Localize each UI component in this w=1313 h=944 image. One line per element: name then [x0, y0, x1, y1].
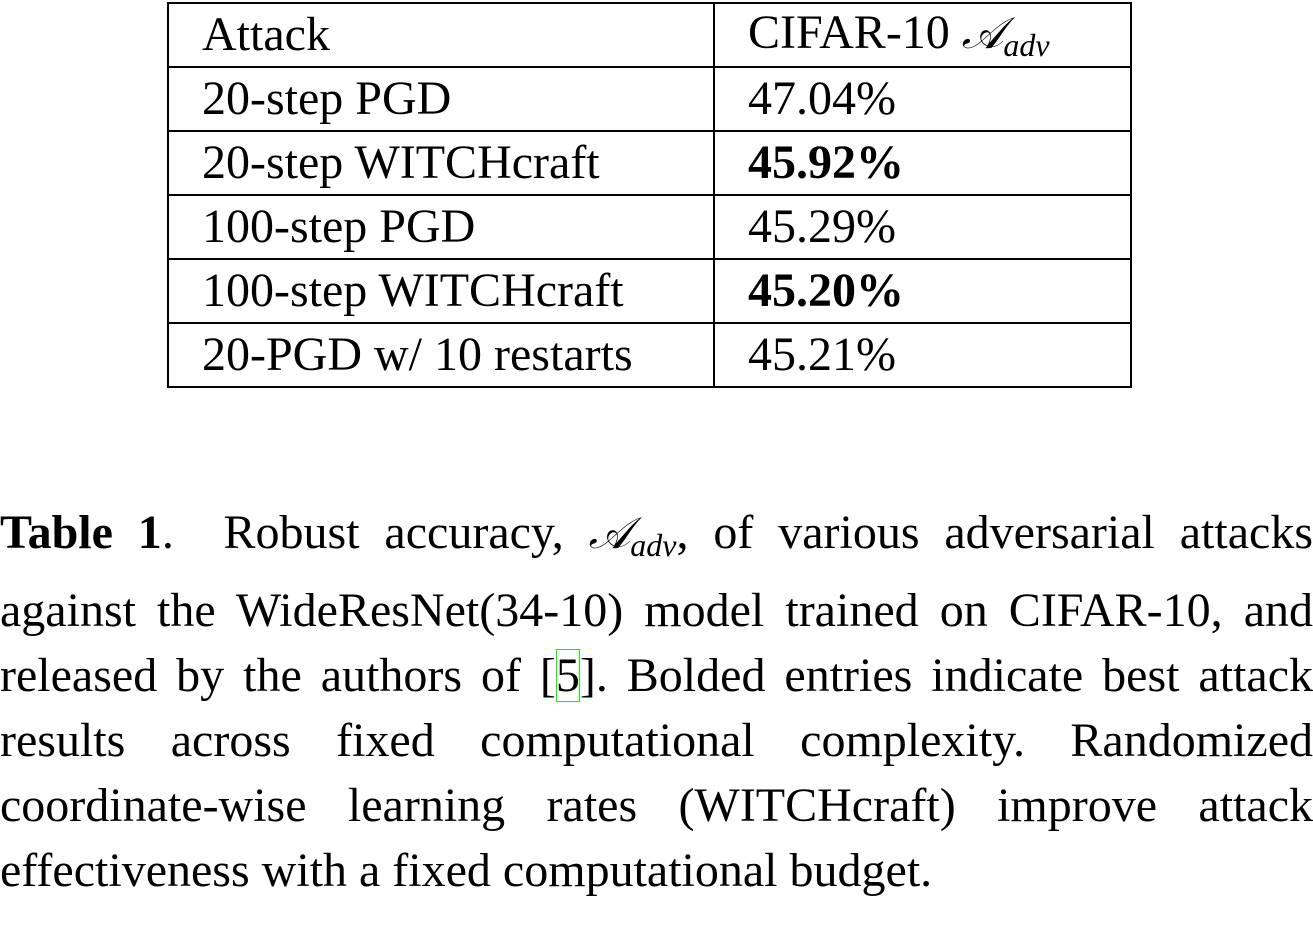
caption-label-separator: . [161, 506, 174, 559]
table-header-row [168, 3, 1131, 67]
attack-name-cell: 20-step WITCHcraft [168, 131, 714, 195]
citation-link[interactable]: 5 [555, 649, 580, 702]
accuracy-cell: 45.29% [714, 195, 1131, 259]
caption-text-body: , of various adversarial attacks against the WideResNet(34-10) model trained on CIFAR-10, and released by the authors of [ [0, 506, 1313, 702]
table-row [168, 323, 1131, 387]
caption-metric-symbol: 𝒜 [588, 508, 631, 559]
attack-name-cell: 100-step PGD [168, 195, 714, 259]
attack-name-cell: 20-PGD w/ 10 restarts [168, 323, 714, 387]
caption-metric-subscript: adv [630, 527, 677, 563]
results-table [167, 2, 1132, 388]
table-row [168, 67, 1131, 131]
header-attack: Attack [168, 3, 714, 67]
attack-name-cell: 20-step PGD [168, 67, 714, 131]
header-robust-accuracy [714, 3, 1131, 67]
caption-text-conclusion: ]. Bolded entries indicate best attack results across fixed computational complexity. Randomized coordinate-wise learning rates (WITCHcraft) improve attack effectiveness with a fixed computational budget. [0, 649, 1313, 897]
accuracy-cell-best: 45.92% [714, 131, 1131, 195]
accuracy-cell: 47.04% [714, 67, 1131, 131]
header-metric-subscript: adv [1003, 27, 1050, 63]
accuracy-cell: 45.21% [714, 323, 1131, 387]
header-dataset: CIFAR-10 [748, 6, 950, 59]
table-row [168, 195, 1131, 259]
table-caption [0, 500, 1313, 903]
attack-name-cell: 100-step WITCHcraft [168, 259, 714, 323]
accuracy-cell-best: 45.20% [714, 259, 1131, 323]
table-row [168, 259, 1131, 323]
header-metric-symbol: 𝒜 [961, 8, 1004, 59]
table-row [168, 131, 1131, 195]
caption-text-intro: Robust accuracy, [223, 506, 564, 559]
caption-label: Table 1 [0, 506, 162, 559]
